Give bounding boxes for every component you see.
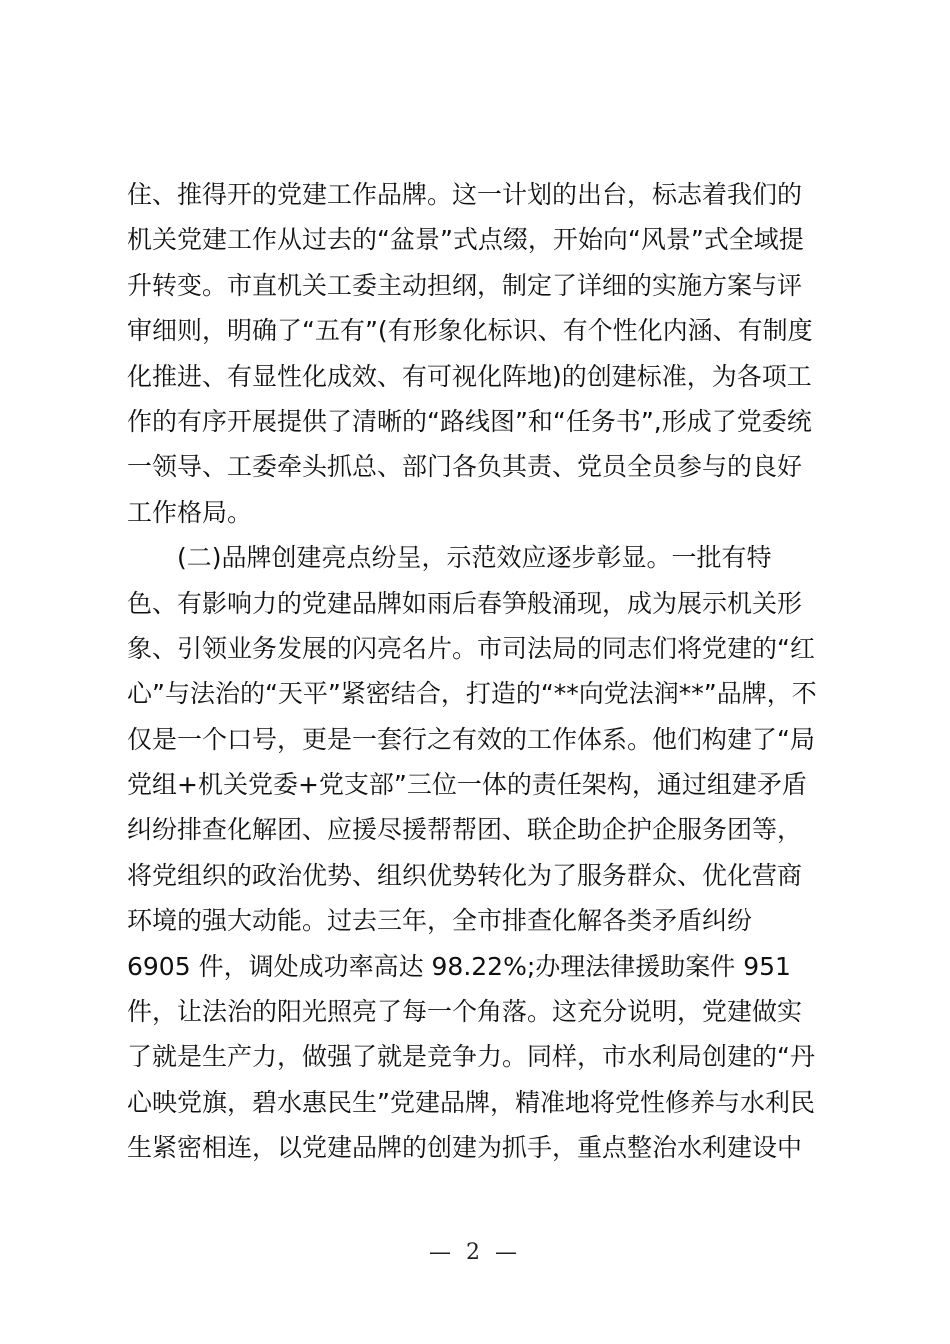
text-line: 党组+机关党委+党支部”三位一体的责任架构，通过组建矛盾 bbox=[127, 770, 807, 800]
text-line: 住、推得开的党建工作品牌。这一计划的出台，标志着我们的 bbox=[127, 180, 803, 209]
body-text bbox=[127, 172, 837, 1171]
text-line: 心”与法治的“天平”紧密结合，打造的“**向党法润**”品牌，不 bbox=[127, 679, 817, 709]
text-line: 工作格局。 bbox=[127, 497, 253, 527]
text-line: 将党组织的政治优势、组织优势转化为了服务群众、优化营商 bbox=[127, 860, 803, 890]
text-line: 心映党旗，碧水惠民生”党建品牌，精准地将党性修养与水利民 bbox=[127, 1087, 815, 1117]
page-number: — 2 — bbox=[429, 1240, 521, 1265]
text-line: 色、有影响力的党建品牌如雨后春笋般涌现，成为展示机关形 bbox=[127, 588, 803, 618]
text-line: 纠纷排查化解团、应援尽援帮帮团、联企助企护企服务团等， bbox=[127, 815, 803, 845]
text-line: 作的有序开展提供了清晰的“路线图”和“任务书”,形成了党委统 bbox=[127, 406, 812, 436]
text-line: 化推进、有显性化成效、有可视化阵地)的创建标准，为各项工 bbox=[127, 361, 812, 391]
text-line: 机关党建工作从过去的“盆景”式点缀，开始向“风景”式全域提 bbox=[127, 225, 804, 255]
text-line: 了就是生产力，做强了就是竞争力。同样，市水利局创建的“丹 bbox=[127, 1042, 815, 1072]
text-line: 一领导、工委牵头抓总、部门各负其责、党员全员参与的良好 bbox=[127, 452, 803, 482]
text-line: 审细则，明确了“五有”(有形象化标识、有个性化内涵、有制度 bbox=[127, 316, 813, 346]
text-line: 仅是一个口号，更是一套行之有效的工作体系。他们构建了“局 bbox=[127, 724, 815, 754]
text-line: 象、引领业务发展的闪亮名片。市司法局的同志们将党建的“红 bbox=[127, 633, 815, 663]
text-line: 件，让法治的阳光照亮了每一个角落。这充分说明，党建做实 bbox=[127, 997, 803, 1027]
text-line: 生紧密相连，以党建品牌的创建为抓手，重点整治水利建设中 bbox=[127, 1133, 803, 1163]
text-line: 升转变。市直机关工委主动担纲，制定了详细的实施方案与评 bbox=[127, 270, 803, 300]
text-line: 6905 件，调处成功率高达 98.22%;办理法律援助案件 951 bbox=[127, 951, 791, 981]
text-line: (二)品牌创建亮点纷呈，示范效应逐步彰显。一批有特 bbox=[177, 543, 772, 573]
text-line: 环境的强大动能。过去三年，全市排查化解各类矛盾纠纷 bbox=[127, 906, 753, 936]
